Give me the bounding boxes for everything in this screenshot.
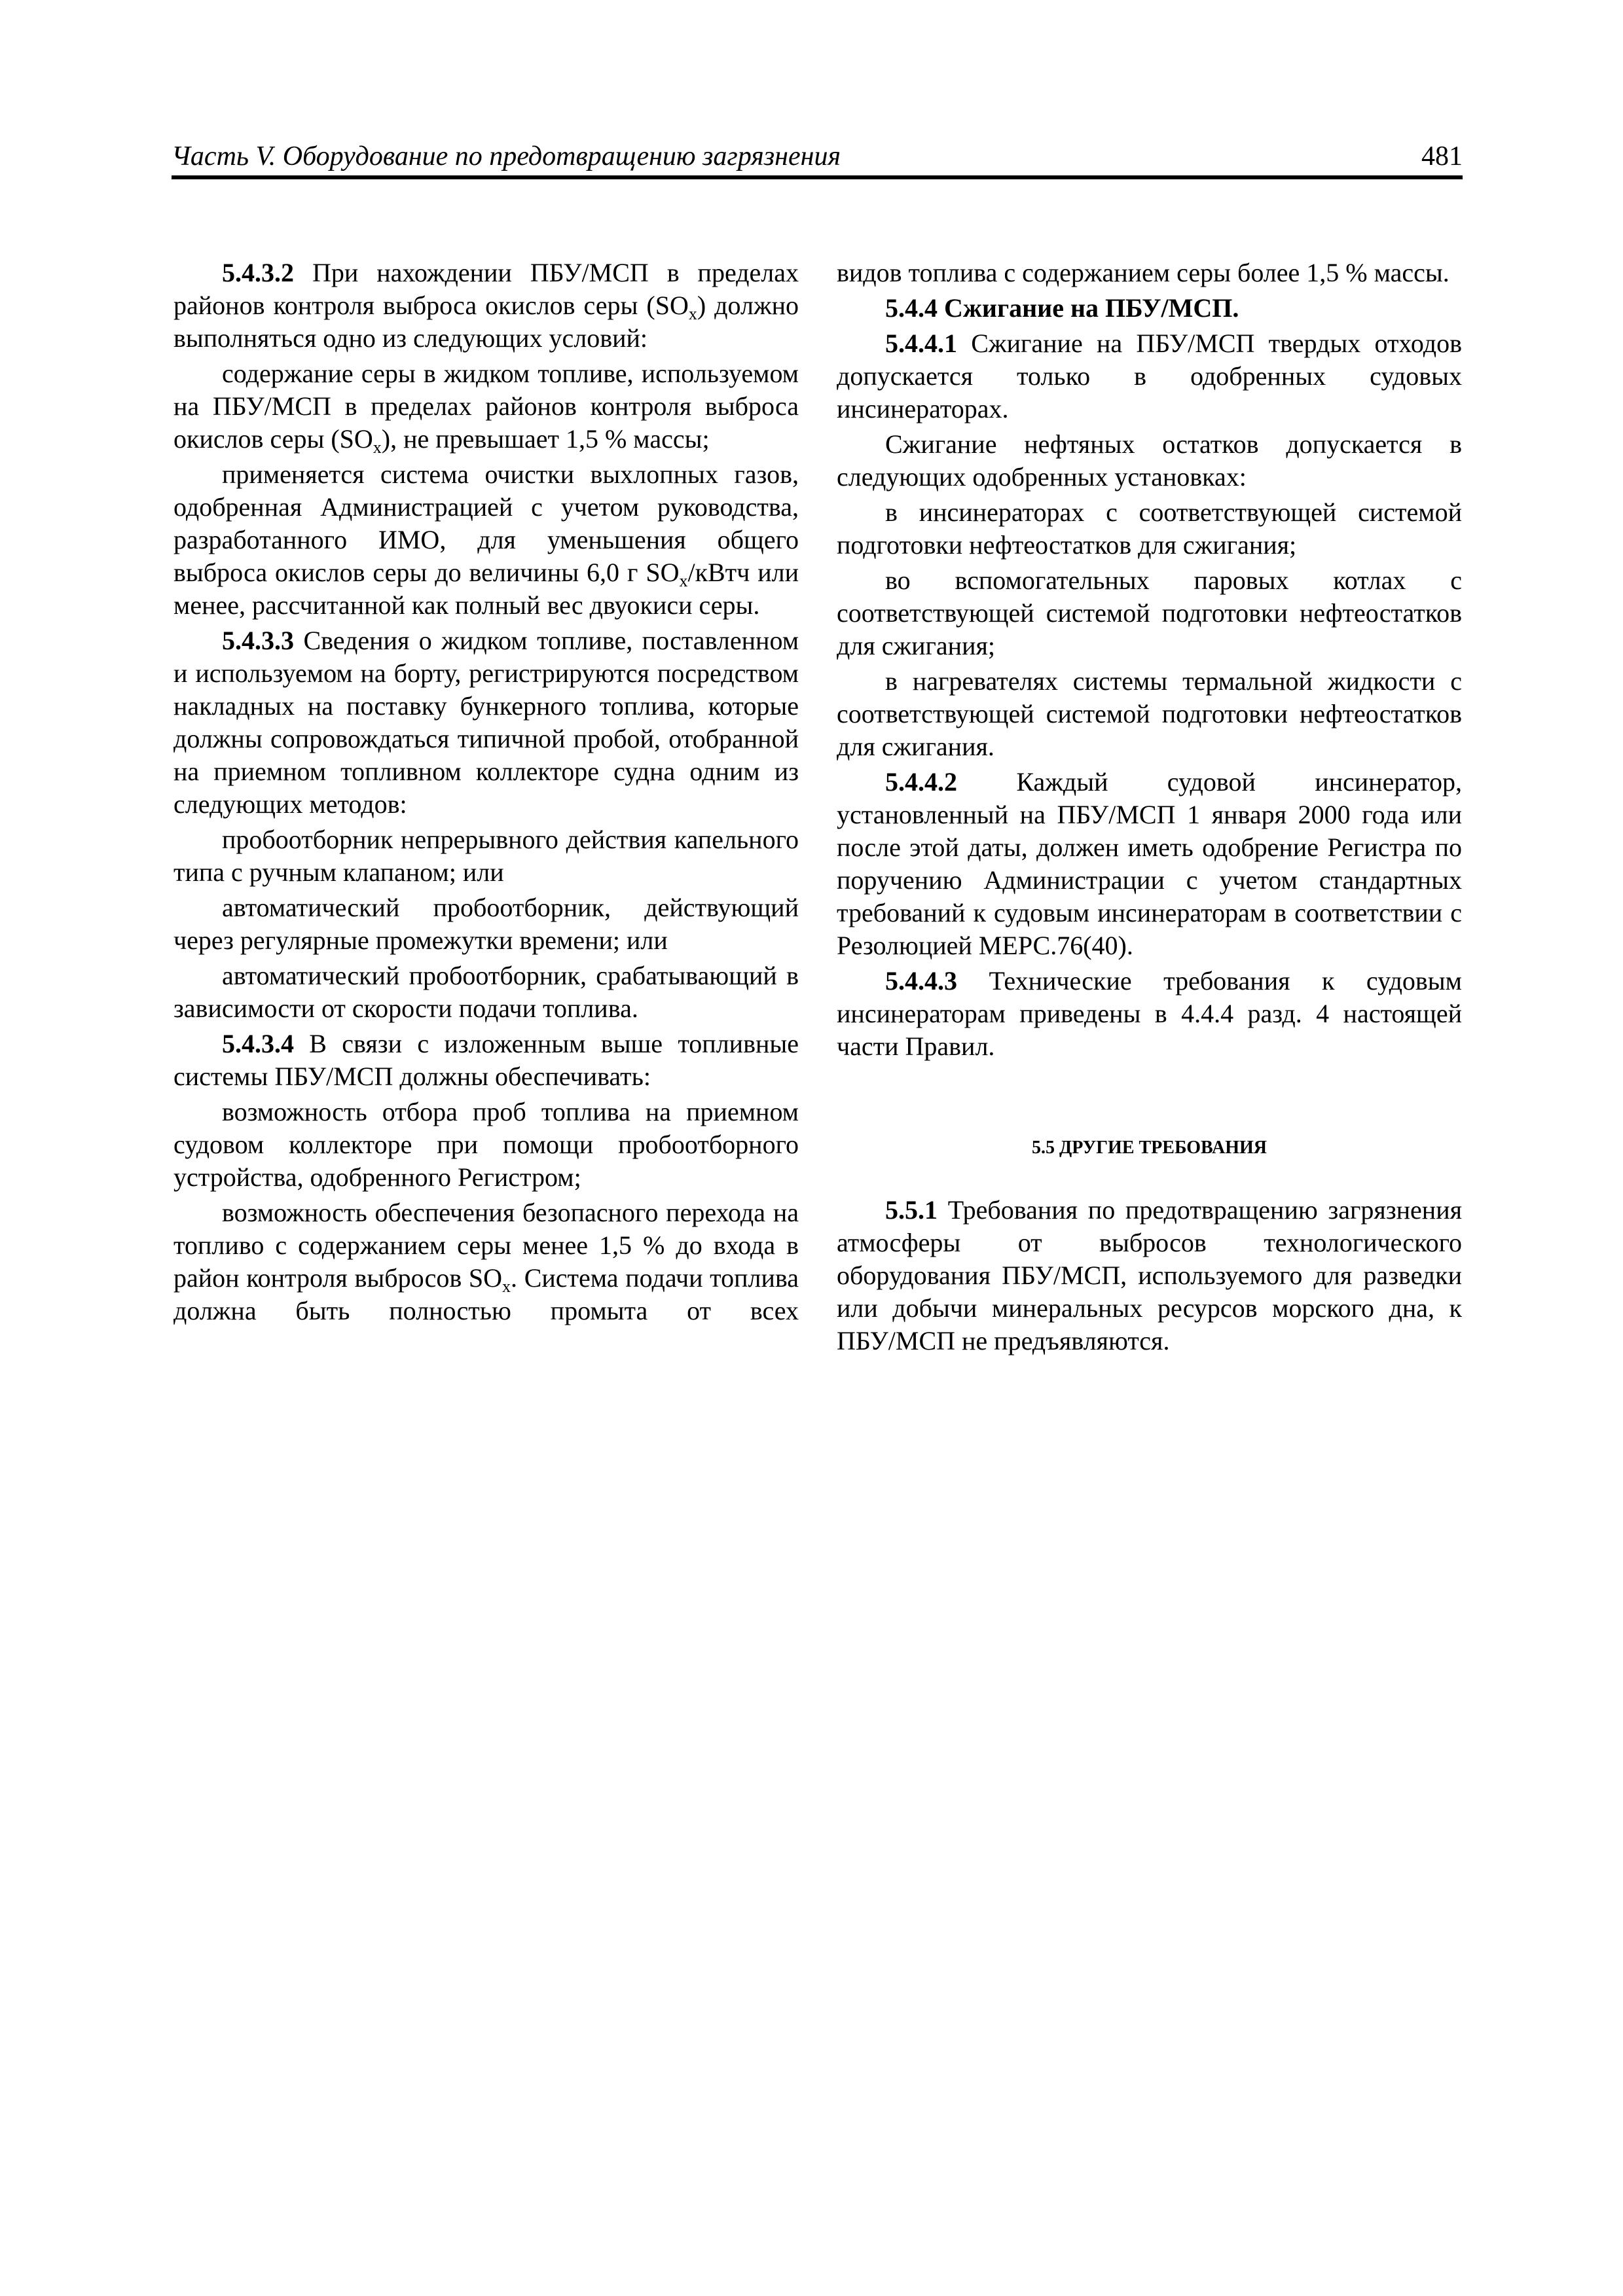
paragraph-text: При нахождении ПБУ/МСП в пределах районов контроля выброса окислов серы (SO: [173, 258, 799, 320]
paragraph-text: Сведения о жидком топливе, поставленном и используемом на борту, регистрируются посредством накладных на поставку бункерного топлива, которые должны сопровождаться типичной пробой, отобранной на приемном топливном коллекторе судна одним из следующих методов:: [173, 626, 799, 819]
subsection-heading-5-4-4: 5.4.4 Сжигание на ПБУ/МСП.: [885, 293, 1239, 323]
subscript: x: [502, 1277, 511, 1296]
left-column: [173, 257, 799, 1330]
paragraph: [837, 327, 1462, 425]
paragraph-text: ), не превышает 1,5 % массы;: [381, 424, 710, 454]
paragraph-text: содержание серы в жидком топливе, используемом на ПБУ/МСП в пределах районов контроля выброса окислов серы (SO: [173, 359, 799, 454]
paragraph-text: Каждый судовой инсинератор, установленный на ПБУ/МСП 1 января 2000 года или после этой даты, должен иметь одобрение Регистра по поручению Администрации с учетом стандартных требований к судовым инсинераторам в соответствии с Резолюцией МЕРС.76(40).: [837, 767, 1462, 960]
paragraph: [837, 564, 1462, 662]
paragraph-text: автоматический пробоотборник, действующий через регулярные промежутки времени; или: [173, 893, 799, 955]
paragraph: [837, 665, 1462, 763]
paragraph: [173, 1028, 799, 1093]
paragraph-text: Требования по предотвращению загрязнения атмосферы от выбросов технологического оборудования ПБУ/МСП, используемого для разведки или добычи минеральных ресурсов морского дна, к ПБУ/МСП не предъявляются.: [837, 1195, 1462, 1355]
paragraph-text: В связи с изложенным выше топливные системы ПБУ/МСП должны обеспечивать:: [173, 1029, 799, 1091]
paragraph-text: в инсинераторах с соответствующей системой подготовки нефтеостатков для сжигания;: [837, 497, 1462, 560]
running-header: [172, 140, 1463, 177]
paragraph-text: Сжигание на ПБУ/МСП твердых отходов допускается только в одобренных судовых инсинераторах.: [837, 329, 1462, 423]
section-heading-5-5: 5.5 ДРУГИЕ ТРЕБОВАНИЯ: [1032, 1138, 1267, 1158]
paragraph: [173, 257, 799, 355]
right-column: [837, 257, 1462, 1360]
paragraph: [173, 1196, 799, 1327]
paragraph-text: применяется система очистки выхлопных газов, одобренная Администрацией с учетом руководства, разработанного ИМО, для уменьшения общего выброса окислов серы до величины 6,0 г SO: [173, 459, 799, 587]
clause-number: 5.4.4.1: [885, 329, 957, 358]
subscript: x: [679, 571, 688, 590]
paragraph-text: /кВтч или менее, рассчитанной как полный вес двуокиси серы.: [173, 558, 799, 620]
paragraph: [173, 891, 799, 957]
paragraph-text: . Система подачи топлива должна быть полностью промыта от всех: [173, 1263, 799, 1325]
clause-number: 5.4.3.3: [222, 626, 294, 655]
paragraph-text: Сжигание нефтяных остатков допускается в следующих одобренных установках:: [837, 429, 1462, 492]
paragraph: [173, 458, 799, 622]
paragraph: [173, 823, 799, 889]
paragraph-text: возможность обеспечения безопасного перехода на топливо с содержанием серы менее 1,5 % до входа в район контроля выбросов SO: [173, 1198, 799, 1293]
paragraph-text: возможность отбора проб топлива на приемном судовом коллекторе при помощи пробоотборного устройства, одобренного Регистром;: [173, 1097, 799, 1192]
paragraph-text: Технические требования к судовым инсинераторам приведены в 4.4.4 разд. 4 настоящей части Правил.: [837, 966, 1462, 1061]
subscript: x: [373, 438, 382, 457]
paragraph: [173, 1096, 799, 1194]
paragraph: [173, 960, 799, 1025]
clause-number: 5.4.4.3: [885, 966, 957, 996]
paragraph-text: пробоотборник непрерывного действия капельного типа с ручным клапаном; или: [173, 825, 799, 887]
paragraph-text: во вспомогательных паровых котлах с соответствующей системой подготовки нефтеостатков для сжигания;: [837, 565, 1462, 660]
subscript: x: [688, 304, 697, 323]
paragraph: [173, 357, 799, 456]
paragraph: [173, 624, 799, 821]
paragraph: [837, 766, 1462, 962]
clause-number: 5.4.3.2: [222, 258, 294, 287]
clause-number: 5.4.3.4: [222, 1029, 294, 1058]
header-title: Часть V. Оборудование по предотвращению загрязнения: [172, 141, 841, 171]
clause-number: 5.4.4.2: [885, 767, 957, 797]
paragraph: [837, 496, 1462, 562]
right-paragraphs: [837, 327, 1462, 1063]
clause-number: 5.5.1: [885, 1195, 938, 1225]
paragraph: [837, 428, 1462, 493]
page-number: 481: [1421, 141, 1463, 171]
paragraph-text: ) должно выполняться одно из следующих условий:: [173, 291, 799, 353]
paragraph-text: автоматический пробоотборник, срабатывающий в зависимости от скорости подачи топлива.: [173, 961, 799, 1023]
paragraph-5-5-1: [837, 1194, 1462, 1357]
paragraph-text: в нагревателях системы термальной жидкости с соответствующей системой подготовки нефтеостатков для сжигания.: [837, 666, 1462, 761]
paragraph: [837, 965, 1462, 1063]
continued-paragraph: видов топлива с содержанием серы более 1,5 % массы.: [837, 258, 1450, 287]
header-rule: [172, 175, 1463, 179]
